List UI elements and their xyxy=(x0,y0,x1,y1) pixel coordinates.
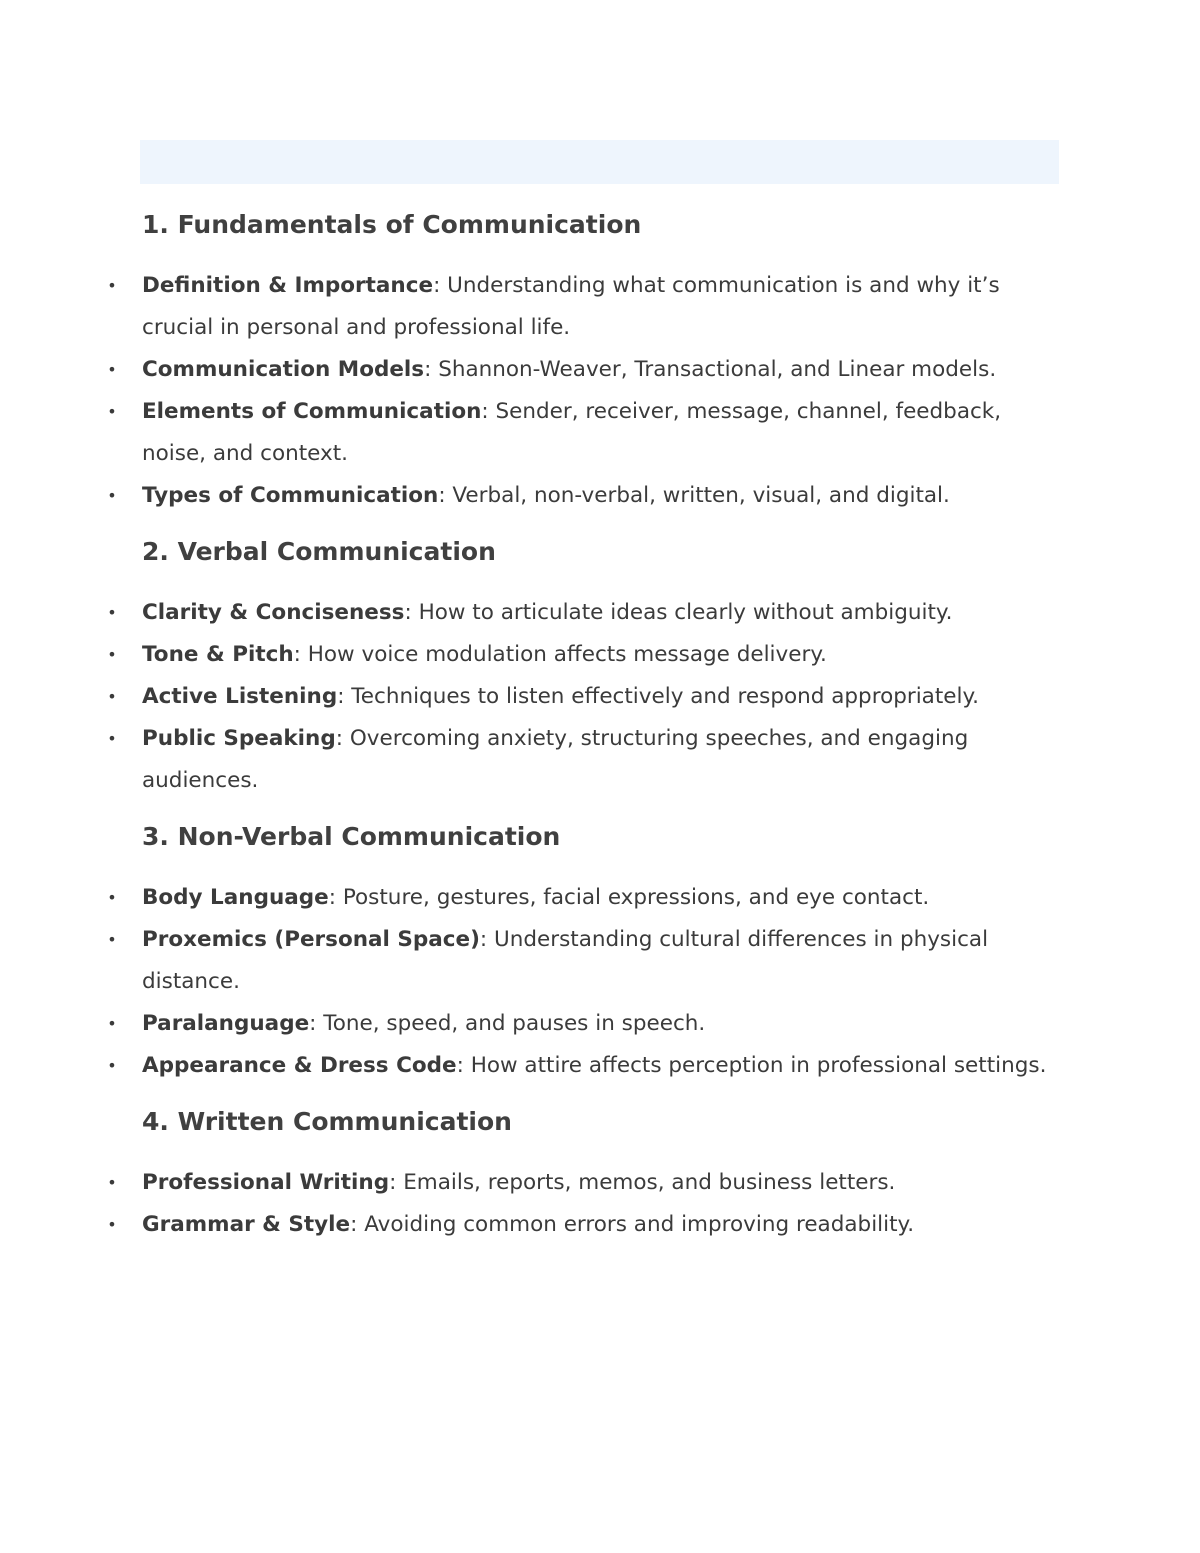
list-item xyxy=(107,1003,1062,1045)
item-term: Appearance & Dress Code xyxy=(142,1053,457,1078)
item-description: How voice modulation affects message delivery. xyxy=(307,642,827,667)
section-heading: 4. Written Communication xyxy=(142,1107,512,1136)
item-separator: : xyxy=(481,399,496,424)
bullet-icon: • xyxy=(107,603,117,622)
bullet-icon: • xyxy=(107,1173,117,1192)
item-term: Professional Writing xyxy=(142,1170,390,1195)
item-term: Tone & Pitch xyxy=(142,642,294,667)
item-separator: : xyxy=(350,1212,365,1237)
item-term: Proxemics (Personal Space) xyxy=(142,927,480,952)
item-separator: : xyxy=(404,600,419,625)
item-separator: : xyxy=(337,684,352,709)
item-term: Active Listening xyxy=(142,684,338,709)
item-description: Avoiding common errors and improving readability. xyxy=(364,1212,915,1237)
item-separator: : xyxy=(335,726,350,751)
bullet-icon: • xyxy=(107,687,117,706)
list-item xyxy=(107,634,1062,676)
bullet-icon: • xyxy=(107,276,117,295)
item-description: Tone, speed, and pauses in speech. xyxy=(323,1011,706,1036)
section-list xyxy=(107,877,1062,1087)
item-term: Definition & Importance xyxy=(142,273,434,298)
bullet-icon: • xyxy=(107,486,117,505)
item-separator: : xyxy=(293,642,308,667)
item-description: How to articulate ideas clearly without ambiguity. xyxy=(418,600,953,625)
item-separator: : xyxy=(389,1170,404,1195)
item-separator: : xyxy=(328,885,343,910)
section-list xyxy=(107,265,1062,517)
section-list xyxy=(107,592,1062,802)
item-separator: : xyxy=(433,273,448,298)
highlight-bar xyxy=(140,140,1059,184)
list-item xyxy=(107,475,1062,517)
item-term: Communication Models xyxy=(142,357,425,382)
section-heading: 3. Non-Verbal Communication xyxy=(142,822,561,851)
list-item xyxy=(107,592,1062,634)
bullet-icon: • xyxy=(107,360,117,379)
item-description: Posture, gestures, facial expressions, and eye contact. xyxy=(342,885,930,910)
section-heading: 2. Verbal Communication xyxy=(142,537,496,566)
item-term: Types of Communication xyxy=(142,483,439,508)
list-item xyxy=(107,1204,1062,1246)
document-content xyxy=(107,200,1062,1256)
bullet-icon: • xyxy=(107,1014,117,1033)
item-term: Body Language xyxy=(142,885,329,910)
item-separator: : xyxy=(438,483,453,508)
bullet-icon: • xyxy=(107,729,117,748)
item-term: Clarity & Conciseness xyxy=(142,600,405,625)
list-item xyxy=(107,1162,1062,1204)
list-item xyxy=(107,877,1062,919)
bullet-icon: • xyxy=(107,930,117,949)
item-description: How attire affects perception in professional settings. xyxy=(470,1053,1047,1078)
bullet-icon: • xyxy=(107,402,117,421)
bullet-icon: • xyxy=(107,645,117,664)
item-term: Elements of Communication xyxy=(142,399,482,424)
bullet-icon: • xyxy=(107,1056,117,1075)
list-item xyxy=(107,919,1062,1003)
item-description: Emails, reports, memos, and business letters. xyxy=(403,1170,896,1195)
item-term: Paralanguage xyxy=(142,1011,310,1036)
bullet-icon: • xyxy=(107,888,117,907)
item-separator: : xyxy=(309,1011,324,1036)
section-heading: 1. Fundamentals of Communication xyxy=(142,210,642,239)
item-description: Understanding what communication is and why it’s crucial in personal and professional life. xyxy=(142,273,1000,340)
item-description: Shannon-Weaver, Transactional, and Linear models. xyxy=(438,357,997,382)
bullet-icon: • xyxy=(107,1215,117,1234)
item-term: Public Speaking xyxy=(142,726,336,751)
item-description: Verbal, non-verbal, written, visual, and digital. xyxy=(452,483,950,508)
item-description: Sender, receiver, message, channel, feedback, noise, and context. xyxy=(142,399,1002,466)
list-item xyxy=(107,1045,1062,1087)
section-list xyxy=(107,1162,1062,1246)
item-separator: : xyxy=(479,927,494,952)
item-description: Overcoming anxiety, structuring speeches, and engaging audiences. xyxy=(142,726,969,793)
list-item xyxy=(107,718,1062,802)
item-separator: : xyxy=(456,1053,471,1078)
item-description: Techniques to listen effectively and respond appropriately. xyxy=(351,684,979,709)
item-separator: : xyxy=(424,357,439,382)
list-item xyxy=(107,676,1062,718)
item-term: Grammar & Style xyxy=(142,1212,351,1237)
item-description: Understanding cultural differences in physical distance. xyxy=(142,927,989,994)
list-item xyxy=(107,391,1062,475)
list-item xyxy=(107,349,1062,391)
list-item xyxy=(107,265,1062,349)
